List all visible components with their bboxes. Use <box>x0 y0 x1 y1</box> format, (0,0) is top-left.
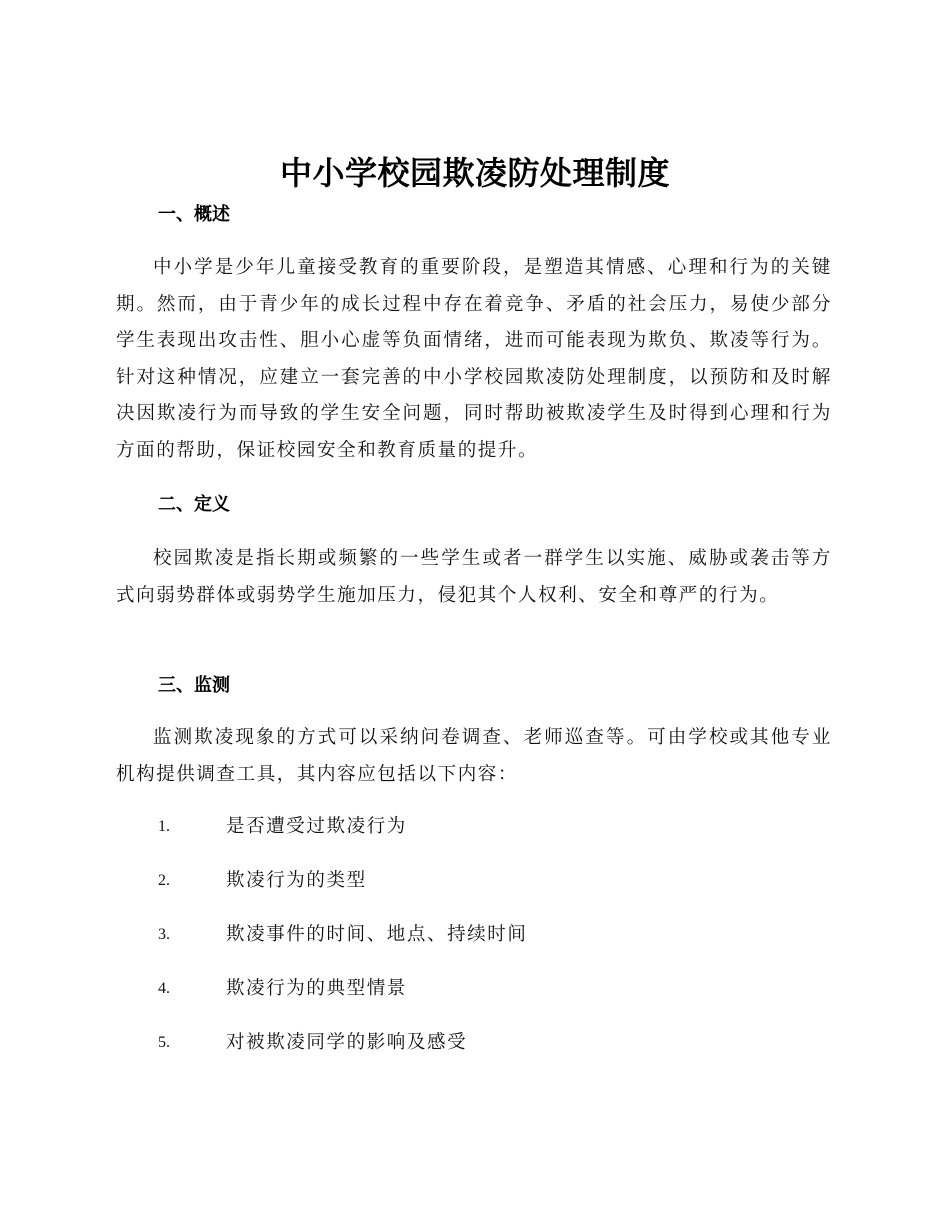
section-heading-definition: 二、定义 <box>158 494 230 515</box>
list-item-number: 4. <box>158 980 170 997</box>
list-item-text: 欺凌行为的典型情景 <box>226 978 407 999</box>
section-heading-overview: 一、概述 <box>158 204 230 225</box>
document-title: 中小学校园欺凌防处理制度 <box>279 154 670 192</box>
list-item-text: 欺凌行为的类型 <box>226 870 367 891</box>
section-paragraph-overview: 中小学是少年儿童接受教育的重要阶段，是塑造其情感、心理和行为的关键期。然而，由于青少年的成长过程中存在着竞争、矛盾的社会压力，易使少部分学生表现出攻击性、胆小心虚等负面情绪，进而可能表现为欺负、欺凌等行为。针对这种情况，应建立一套完善的中小学校园欺凌防处理制度，以预防和及时解决因欺凌行为而导致的学生安全问题，同时帮助被欺凌学生及时得到心理和行为方面的帮助，保证校园安全和教育质量的提升。 <box>116 257 832 461</box>
section-paragraph-monitoring: 监测欺凌现象的方式可以采纳问卷调查、老师巡查等。可由学校或其他专业机构提供调查工具，其内容应包括以下内容： <box>116 727 832 785</box>
list-item-number: 5. <box>158 1034 170 1051</box>
section-paragraph-definition: 校园欺凌是指长期或频繁的一些学生或者一群学生以实施、威胁或袭击等方式向弱势群体或弱势学生施加压力，侵犯其个人权利、安全和尊严的行为。 <box>116 548 832 606</box>
list-item-text: 欺凌事件的时间、地点、持续时间 <box>226 924 528 945</box>
list-item-text: 是否遭受过欺凌行为 <box>226 816 407 837</box>
section-heading-monitoring: 三、监测 <box>158 675 230 696</box>
list-item-number: 2. <box>158 872 170 889</box>
list-item-text: 对被欺凌同学的影响及感受 <box>226 1032 468 1053</box>
list-item-number: 1. <box>158 818 170 835</box>
list-item-number: 3. <box>158 926 170 943</box>
